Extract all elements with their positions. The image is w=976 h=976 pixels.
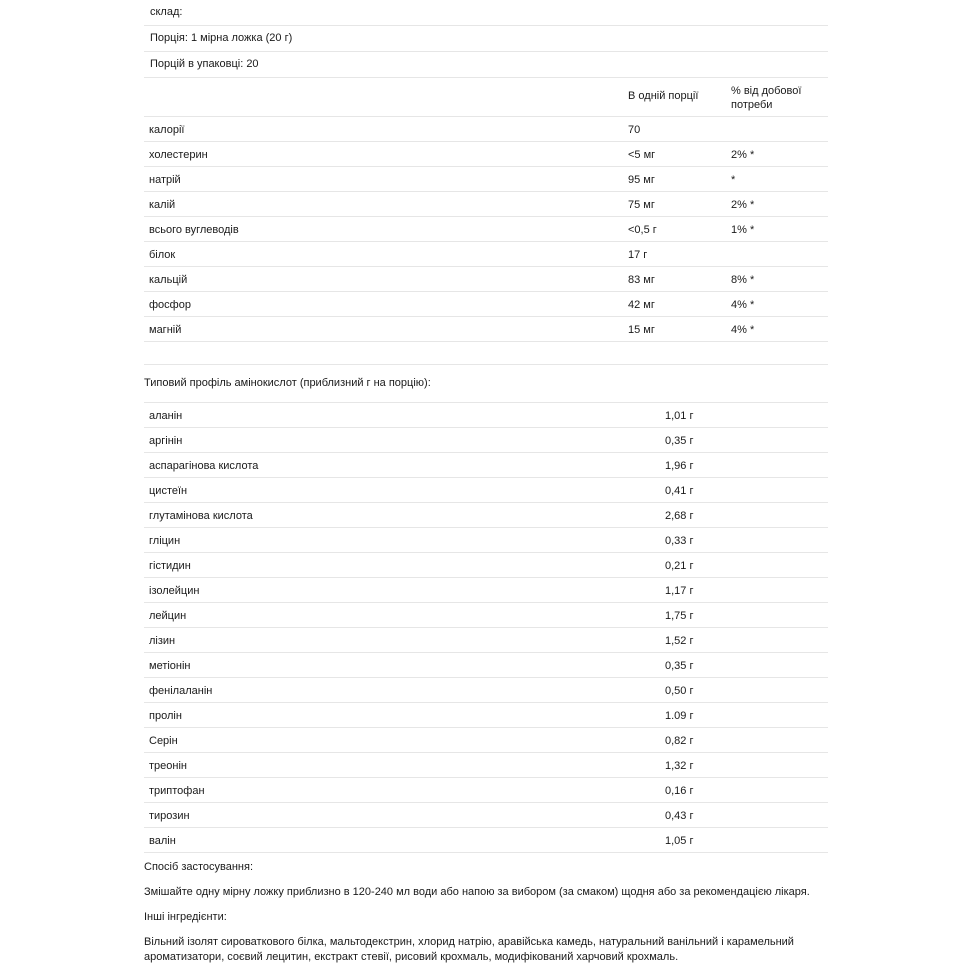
servings-per-pack-label: Порцій в упаковці: 20 [150, 58, 259, 70]
nutrient-daily-value: 4% * [731, 324, 755, 336]
nutrition-table [144, 117, 828, 342]
amino-row [144, 678, 828, 703]
col-per-serving: В одній порції [628, 90, 699, 102]
nutrition-row [144, 117, 828, 142]
amino-amount: 1,52 г [665, 635, 694, 647]
nutrition-row [144, 242, 828, 267]
usage-title: Спосіб застосування: [144, 861, 254, 873]
nutrient-amount: 95 мг [628, 174, 655, 186]
amino-row [144, 653, 828, 678]
amino-amount: 1,96 г [665, 460, 694, 472]
nutrient-amount: <5 мг [628, 149, 656, 161]
composition-label: склад: [150, 6, 183, 18]
nutrient-amount: 83 мг [628, 274, 655, 286]
nutrition-row [144, 167, 828, 192]
amino-amount: 1.09 г [665, 710, 694, 722]
amino-amount: 0,35 г [665, 435, 694, 447]
ingredients-text: Вільний ізолят сироваткового білка, мальтодекстрин, хлорид натрію, аравійська камедь, натуральний ванільний і карамельний ароматизатори, соєвий лецитин, екстракт стевії, рисовий крохмаль, модифікований харчовий крохмаль. [144, 936, 794, 963]
amino-row [144, 778, 828, 803]
amino-row [144, 828, 828, 853]
amino-row [144, 753, 828, 778]
nutrient-name: фосфор [149, 299, 191, 311]
amino-amount: 1,32 г [665, 760, 694, 772]
servings-per-pack-row [144, 52, 828, 78]
nutrition-row [144, 192, 828, 217]
nutrient-name: білок [149, 249, 176, 261]
amino-amount: 1,01 г [665, 410, 694, 422]
nutrition-row [144, 292, 828, 317]
amino-name: аргінін [149, 435, 183, 447]
amino-row [144, 603, 828, 628]
nutrition-facts [144, 0, 828, 853]
nutrition-row [144, 142, 828, 167]
amino-amount: 0,33 г [665, 535, 694, 547]
amino-amount: 2,68 г [665, 510, 694, 522]
amino-amount: 0,35 г [665, 660, 694, 672]
nutrient-amount: 42 мг [628, 299, 655, 311]
usage-text: Змішайте одну мірну ложку приблизно в 120-240 мл води або напою за вибором (за смаком) щодня або за рекомендацією лікаря. [144, 886, 810, 898]
nutrition-row [144, 267, 828, 292]
amino-row [144, 428, 828, 453]
amino-name: гліцин [149, 535, 181, 547]
nutrition-row [144, 217, 828, 242]
amino-row [144, 578, 828, 603]
amino-name: треонін [149, 760, 187, 772]
ingredients-title: Інші інгредієнти: [144, 911, 227, 923]
amino-amount: 1,17 г [665, 585, 694, 597]
amino-row [144, 628, 828, 653]
nutrient-name: магній [149, 324, 182, 336]
amino-name: аспарагінова кислота [149, 460, 259, 472]
amino-amount: 0,21 г [665, 560, 694, 572]
nutrient-daily-value: 1% * [731, 224, 755, 236]
col-daily-value: % від добової потреби [731, 85, 802, 111]
amino-amount: 0,41 г [665, 485, 694, 497]
divider [144, 342, 828, 365]
amino-name: тирозин [149, 810, 190, 822]
amino-name: цистеїн [149, 485, 188, 497]
amino-name: ізолейцин [149, 585, 200, 597]
amino-row [144, 803, 828, 828]
amino-row [144, 703, 828, 728]
amino-row [144, 453, 828, 478]
nutrient-daily-value: * [731, 174, 736, 186]
amino-name: гістидин [149, 560, 191, 572]
amino-section-title: Типовий профіль амінокислот (приблизний г на порцію): [144, 377, 431, 389]
serving-label: Порція: 1 мірна ложка (20 г) [150, 32, 293, 44]
usage-section [144, 860, 828, 965]
amino-name: лейцин [149, 610, 187, 622]
amino-name: триптофан [149, 785, 205, 797]
amino-amount: 0,16 г [665, 785, 694, 797]
amino-table [144, 403, 828, 853]
nutrient-name: всього вуглеводів [149, 224, 239, 236]
amino-name: пролін [149, 710, 182, 722]
amino-name: Серін [149, 735, 178, 747]
nutrient-name: холестерин [149, 149, 208, 161]
amino-row [144, 528, 828, 553]
nutrient-amount: 75 мг [628, 199, 655, 211]
amino-section-title-row [144, 365, 828, 403]
nutrient-amount: 70 [628, 124, 641, 136]
amino-name: аланін [149, 410, 183, 422]
amino-row [144, 478, 828, 503]
nutrition-table-header [144, 78, 828, 117]
amino-name: лізин [149, 635, 176, 647]
amino-name: валін [149, 835, 176, 847]
amino-row [144, 403, 828, 428]
amino-name: метіонін [149, 660, 191, 672]
nutrient-name: калій [149, 199, 176, 211]
serving-row [144, 26, 828, 52]
amino-amount: 1,05 г [665, 835, 694, 847]
amino-name: фенілаланін [149, 685, 213, 697]
nutrient-amount: 15 мг [628, 324, 655, 336]
nutrient-daily-value: 4% * [731, 299, 755, 311]
nutrient-name: калорії [149, 124, 185, 136]
amino-row [144, 553, 828, 578]
nutrient-daily-value: 2% * [731, 149, 755, 161]
nutrient-daily-value: 2% * [731, 199, 755, 211]
nutrient-amount: <0,5 г [628, 224, 657, 236]
nutrition-row [144, 317, 828, 342]
nutrient-daily-value: 8% * [731, 274, 755, 286]
amino-row [144, 503, 828, 528]
composition-row [144, 0, 828, 26]
amino-amount: 1,75 г [665, 610, 694, 622]
amino-name: глутамінова кислота [149, 510, 253, 522]
amino-amount: 0,43 г [665, 810, 694, 822]
nutrient-name: кальцій [149, 274, 188, 286]
amino-amount: 0,50 г [665, 685, 694, 697]
nutrient-name: натрій [149, 174, 181, 186]
nutrient-amount: 17 г [628, 249, 648, 261]
amino-amount: 0,82 г [665, 735, 694, 747]
amino-row [144, 728, 828, 753]
